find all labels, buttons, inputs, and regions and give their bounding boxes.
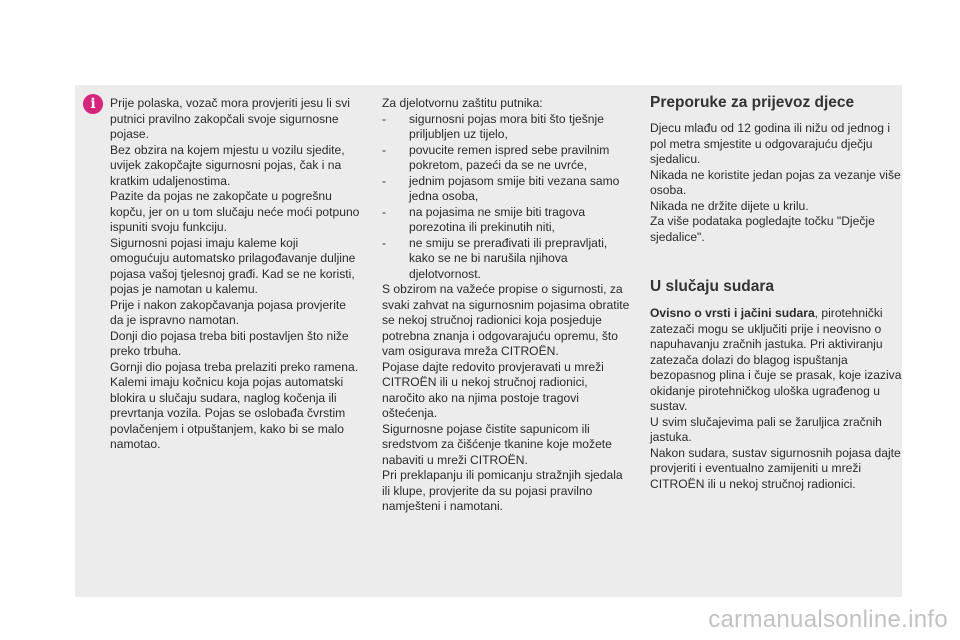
paragraph: Sigurnosne pojase čistite sapunicom ili sredstvom za čišćenje tkanine koje možete nabaviti u mreži CITROËN.: [382, 421, 612, 467]
paragraph: Djecu mlađu od 12 godina ili nižu od jednog i pol metra smjestite u odgovarajuću dječju sjedalicu.: [650, 121, 891, 166]
paragraph: Nakon sudara, sustav sigurnosnih pojasa dajte provjeriti i eventualno zamijeniti u mreži CITROËN ili u nekoj stručnoj radionici.: [650, 445, 901, 491]
paragraph: Prije polaska, vozač mora provjeriti jesu li svi putnici pravilno zakopčali svoje sigurnosne pojase.: [110, 96, 350, 141]
paragraph: Kalemi imaju kočnicu koja pojas automatski blokira u slučaju sudara, naglog kočenja ili prevrtanja vozila. Pojas se oslobađa čvrstim povlačenjem i otpuštanjem, kako bi se malo namotao.: [110, 375, 346, 451]
paragraph: Pazite da pojas ne zakopčate u pogrešnu kopču, jer on u tom slučaju neće moći potpuno ispuniti svoju funkciju.: [110, 189, 360, 234]
list-item: - povucite remen ispred sebe pravilnim pokretom, pazeći da se ne uvrće,: [382, 143, 632, 174]
crash-section-title: U slučaju sudara: [650, 278, 775, 295]
crash-bold-lead: Ovisno o vrsti i jačini sudara: [650, 306, 815, 320]
paragraph: Nikada ne držite dijete u krilu.: [650, 198, 809, 213]
paragraph: Sigurnosni pojasi imaju kaleme koji omogućuju automatsko prilagođavanje duljine pojasa vašoj tjelesnoj građi. Kad se ne koristi, pojas je namotan u kalemu.: [110, 235, 356, 296]
list-intro: Za djelotvornu zaštitu putnika:: [382, 96, 543, 110]
paragraph: S obzirom na važeće propise o sigurnosti, za svaki zahvat na sigurnosnim pojasima obratite se nekoj stručnoj radionici koja posjeduje potrebna znanja i odgovarajuću opremu, što vam osigurava mreža CITROËN.: [382, 282, 630, 358]
list-item: - jednim pojasom smije biti vezana samo jedna osoba,: [382, 174, 632, 205]
paragraph: Pojase dajte redovito provjeravati u mreži CITROËN ili u nekoj stručnoj radionici, naročito ako na njima postoje tragovi oštećenja.: [382, 359, 604, 420]
paragraph: Nikada ne koristite jedan pojas za vezanje više osoba.: [650, 167, 901, 197]
paragraph: Bez obzira na kojem mjestu u vozilu sjedite, uvijek zakopčajte sigurnosni pojas, čak i na kratkim udaljenostima.: [110, 142, 345, 188]
list-item: - sigurnosni pojas mora biti što tješnje priljubljen uz tijelo,: [382, 112, 632, 143]
watermark: carmanualsonline.info: [708, 606, 948, 633]
crash-first-text: , pirotehnički zatezači mogu se uključiti prije i neovisno o napuhavanju zračnih jastuka. Pri aktiviranju zatezača dolazi do blagog ispuštanja bezopasnog plina i čuje se prasak, koje izaziva okidanje pirotehničkog uloška ugrađenog u sustav.: [650, 306, 902, 413]
paragraph: Pri preklapanju ili pomicanju stražnjih sjedala ili klupe, provjerite da su pojasi pravilno namješteni i namotani.: [382, 468, 623, 513]
advice-column: [650, 94, 902, 492]
info-icon: i: [83, 94, 103, 114]
children-section-title: Preporuke za prijevoz djece: [650, 94, 855, 111]
crash-section: [650, 278, 902, 492]
paragraph: Za više podataka pogledajte točku "Dječje sjedalice".: [650, 214, 875, 244]
paragraph: Donji dio pojasa treba biti postavljen što niže preko trbuha.: [110, 328, 349, 358]
paragraph: U svim slučajevima pali se žaruljica zračnih jastuka.: [650, 414, 882, 444]
list-item: - ne smiju se prerađivati ili prepravljati, kako se ne bi narušila njihova djelotvornost.: [382, 236, 632, 283]
paragraph: Gornji dio pojasa treba prelaziti preko ramena.: [110, 359, 359, 374]
list-item: - na pojasima ne smije biti tragova porezotina ili prekinutih niti,: [382, 205, 632, 236]
protection-list: [382, 112, 632, 283]
paragraph: Prije i nakon zakopčavanja pojasa provjerite da je ispravno namotan.: [110, 297, 346, 327]
seatbelt-notes-column: [110, 96, 360, 453]
crash-first-paragraph: [650, 306, 902, 415]
protection-column: [382, 96, 632, 515]
